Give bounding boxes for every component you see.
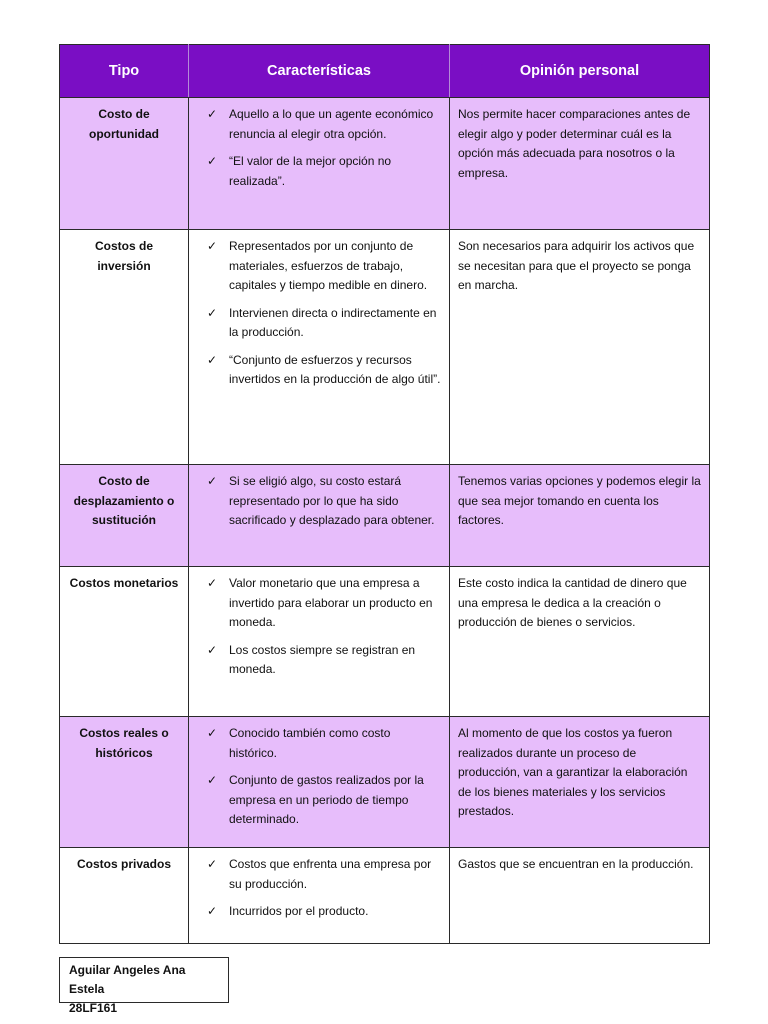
list-item-text: Si se eligió algo, su costo estará representado por lo que ha sido sacrificado y desplazado para obtener.: [229, 474, 435, 527]
checkmark-icon: ✓: [207, 305, 218, 320]
cell-opinion: Gastos que se encuentran en la producción.: [450, 848, 710, 944]
checkmark-icon: ✓: [207, 904, 218, 918]
table-row: [60, 567, 710, 717]
header-tipo: Tipo: [60, 45, 189, 98]
list-item-text: Representados por un conjunto de materiales, esfuerzos de trabajo, capitales y tiempo medible en dinero.: [229, 239, 428, 292]
cell-caracteristicas: [189, 717, 450, 848]
table-row: [60, 230, 710, 465]
list-item: [207, 152, 441, 191]
list-item: [207, 304, 441, 343]
checkmark-icon: ✓: [207, 576, 218, 590]
characteristics-list: [197, 855, 441, 922]
cell-caracteristicas: [189, 230, 450, 465]
author-name: Aguilar Angeles Ana Estela: [69, 963, 186, 996]
cell-opinion: Tenemos varias opciones y podemos elegir la que sea mejor tomando en cuenta los factores.: [450, 465, 710, 567]
list-item-text: Los costos siempre se registran en moneda.: [229, 642, 416, 676]
cell-caracteristicas: [189, 848, 450, 944]
header-row: [60, 45, 710, 98]
cell-tipo: Costos monetarios: [60, 567, 189, 717]
list-item: [207, 237, 441, 296]
table-row: [60, 465, 710, 567]
cell-tipo: Costo de desplazamiento o sustitución: [60, 465, 189, 567]
list-item: [207, 351, 441, 390]
list-item-text: “Conjunto de esfuerzos y recursos invertidos en la producción de algo útil”.: [229, 352, 441, 386]
checkmark-icon: ✓: [207, 352, 218, 367]
list-item-text: Aquello a lo que un agente económico renuncia al elegir otra opción.: [229, 107, 434, 141]
cell-tipo: Costo de oportunidad: [60, 98, 189, 230]
list-item: [207, 641, 441, 680]
table-row: [60, 98, 710, 230]
checkmark-icon: ✓: [207, 239, 218, 253]
checkmark-icon: ✓: [207, 857, 218, 871]
table-row: [60, 848, 710, 944]
cell-opinion: Son necesarios para adquirir los activos que se necesitan para que el proyecto se ponga en marcha.: [450, 230, 710, 465]
characteristics-list: [197, 472, 441, 531]
table-header: [60, 45, 710, 98]
header-opinion: Opinión personal: [450, 45, 710, 98]
list-item: [207, 724, 441, 763]
list-item-text: Valor monetario que una empresa a invertido para elaborar un producto en moneda.: [229, 576, 433, 629]
list-item: [207, 574, 441, 633]
author-code: 28LF161: [69, 1001, 118, 1015]
list-item-text: Incurridos por el producto.: [229, 904, 369, 918]
checkmark-icon: ✓: [207, 107, 218, 121]
checkmark-icon: ✓: [207, 474, 218, 488]
list-item: [207, 472, 441, 531]
cell-caracteristicas: [189, 567, 450, 717]
list-item: [207, 105, 441, 144]
cell-tipo: Costos reales o históricos: [60, 717, 189, 848]
list-item-text: Conocido también como costo histórico.: [229, 726, 391, 760]
checkmark-icon: ✓: [207, 642, 218, 657]
cell-tipo: Costos privados: [60, 848, 189, 944]
list-item-text: Costos que enfrenta una empresa por su producción.: [229, 857, 432, 891]
list-item-text: Conjunto de gastos realizados por la empresa en un periodo de tiempo determinado.: [229, 773, 424, 826]
cell-opinion: Nos permite hacer comparaciones antes de elegir algo y poder determinar cuál es la opción más adecuada para nosotros o la empresa.: [450, 98, 710, 230]
author-box: [59, 957, 229, 1015]
list-item-text: “El valor de la mejor opción no realizada”.: [229, 154, 392, 188]
characteristics-list: [197, 724, 441, 830]
list-item-text: Intervienen directa o indirectamente en la producción.: [229, 305, 437, 339]
list-item: [207, 902, 441, 922]
cell-opinion: Al momento de que los costos ya fueron realizados durante un proceso de producción, van a garantizar la elaboración de los bienes materiales y los servicios prestados.: [450, 717, 710, 848]
cell-caracteristicas: [189, 98, 450, 230]
characteristics-list: [197, 237, 441, 390]
header-caracteristicas: Características: [189, 45, 450, 98]
list-item: [207, 855, 441, 894]
characteristics-list: [197, 574, 441, 680]
cell-tipo: Costos de inversión: [60, 230, 189, 465]
checkmark-icon: ✓: [207, 726, 218, 740]
cell-caracteristicas: [189, 465, 450, 567]
checkmark-icon: ✓: [207, 154, 218, 168]
cell-opinion: Este costo indica la cantidad de dinero que una empresa le dedica a la creación o producción de bienes o servicios.: [450, 567, 710, 717]
list-item: [207, 771, 441, 830]
checkmark-icon: ✓: [207, 773, 218, 787]
characteristics-list: [197, 105, 441, 191]
table-row: [60, 717, 710, 848]
costs-table: [59, 44, 710, 944]
